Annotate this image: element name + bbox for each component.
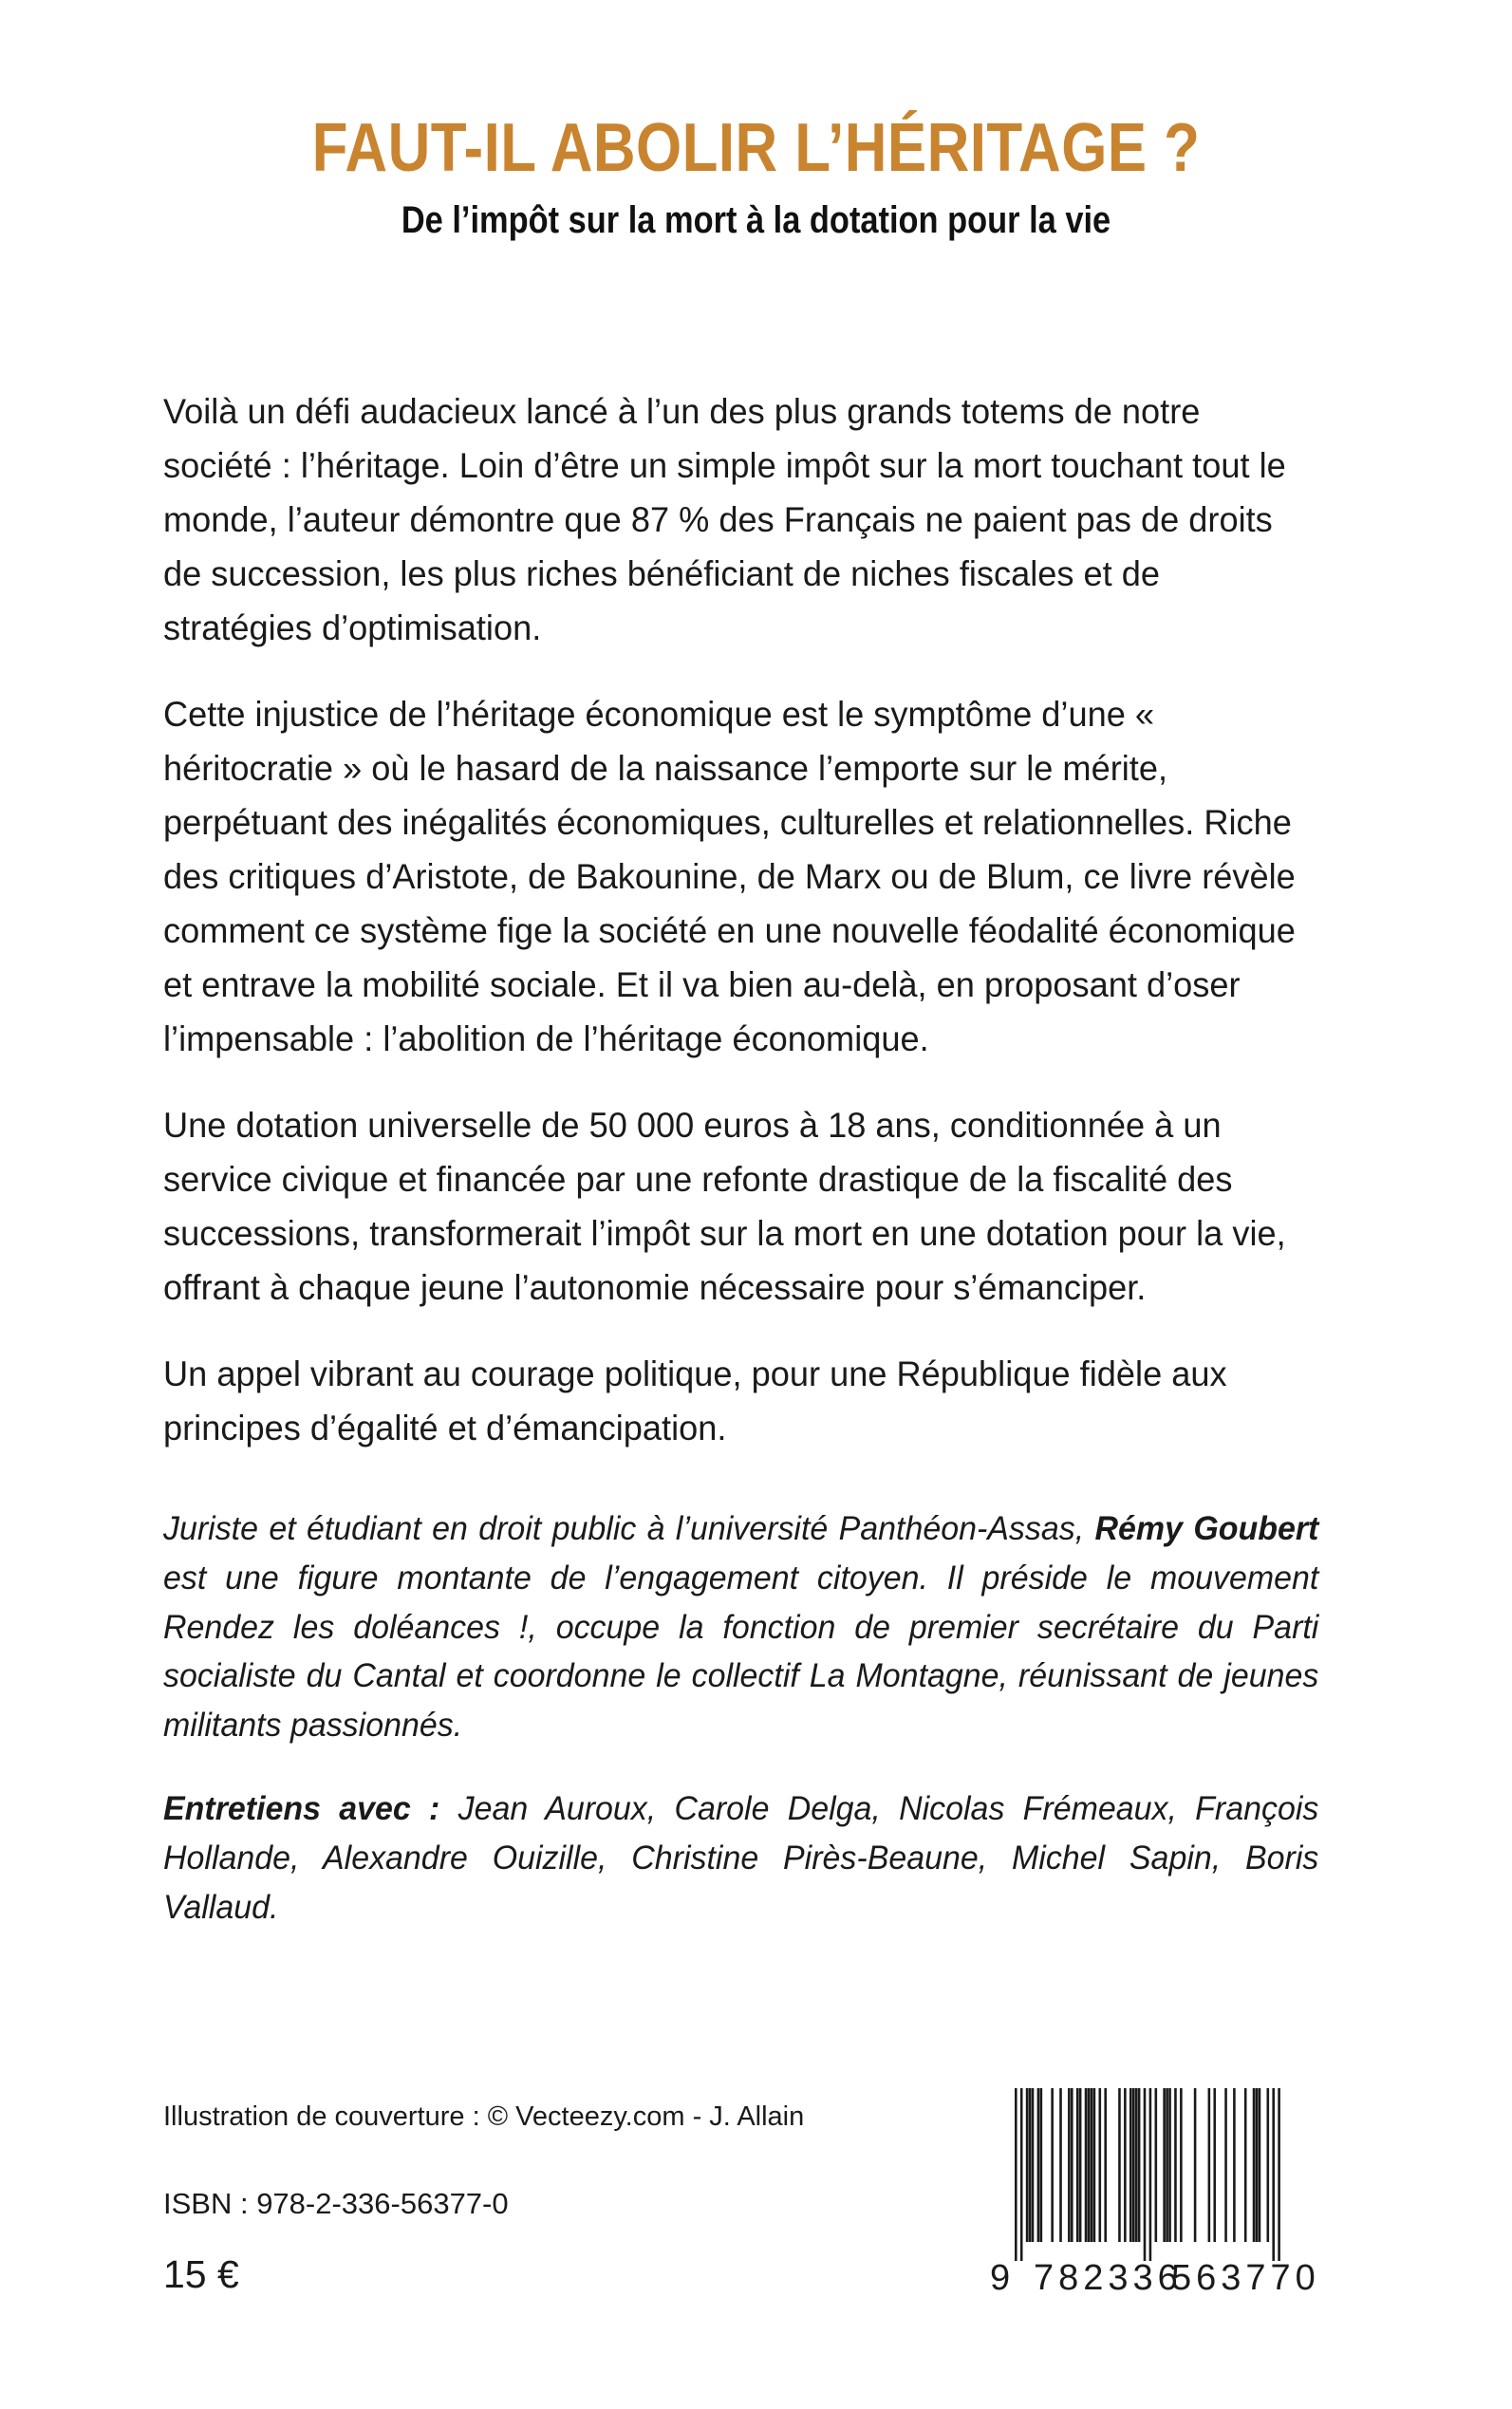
interviews-names: Jean Auroux, Carole Delga, Nicolas Frémeaux, François Hollande, Alexandre Ouizille, Christine Pirès-Beaune, Michel Sapin, Boris Vallaud. [163,1789,1319,1926]
barcode-digits-group-2: 563770 [1171,2258,1320,2297]
author-bio-section [163,1504,1354,1932]
author-bio-continuation: est une figure montante de l’engagement citoyen. Il préside le mouvement Rendez les doléances !, occupe la fonction de premier secrétaire du Parti socialiste du Cantal et coordonne le collectif La Montagne, réunissant de jeunes militants passionnés. [163,1559,1319,1745]
footer-section [163,2100,885,2300]
isbn-text: ISBN : 978-2-336-56377-0 [163,2186,509,2220]
ean13-barcode [977,2079,1328,2297]
price-text: 15 € [163,2251,239,2296]
author-bio-paragraph [163,1504,1318,1750]
page-subtitle: De l’impôt sur la mort à la dotation pour la vie [401,199,1111,241]
illustration-credit: Illustration de couverture : © Vecteezy.com - J. Allain [163,2101,805,2132]
blurb-paragraph-1: Voilà un défi audacieux lancé à l’un des plus grands totems de notre société : l’héritage. Loin d’être un simple impôt sur la mort touchant tout le monde, l’auteur démontre que 87 % des Français ne paient pas de droits de succession, les plus riches bénéficiant de niches fiscales et de stratégies d’optimisation. [163,391,1286,647]
blurb-paragraph-3: Une dotation universelle de 50 000 euros à 18 ans, conditionnée à un service civique et financée par une refonte drastique de la fiscalité des successions, transformerait l’impôt sur la mort en une dotation pour la vie, offrant à chaque jeune l’autonomie nécessaire pour s’émanciper. [163,1105,1286,1307]
blurb-paragraph-2: Cette injustice de l’héritage économique est le symptôme d’une « héritocratie » où le hasard de la naissance l’emporte sur le mérite, perpétuant des inégalités économiques, culturelles et relationnelles. Riche des critiques d’Aristote, de Bakounine, de Marx ou de Blum, ce livre révèle comment ce système fige la société en une nouvelle féodalité économique et entrave la mobilité sociale. Et il va bien au-delà, en proposant d’oser l’impensable : l’abolition de l’héritage économique. [163,694,1296,1058]
barcode-digits-group-1: 782336 [1034,2258,1183,2297]
blurb-paragraph-4: Un appel vibrant au courage politique, pour une République fidèle aux principes d’égalité et d’émancipation. [163,1354,1227,1447]
interviews-label: Entretiens avec : [163,1789,458,1827]
barcode-digit-left: 9 [990,2258,1011,2297]
interviews-paragraph [163,1784,1318,1932]
cover-title-block [0,110,1512,241]
page-title: FAUT-IL ABOLIR L’HÉRITAGE ? [311,110,1201,186]
author-bio-lead-in: Juriste et étudiant en droit public à l’université Panthéon-Assas, [163,1510,1095,1547]
blurb-section [163,384,1354,1455]
author-name: Rémy Goubert [1094,1510,1319,1547]
barcode-icon [977,2079,1328,2297]
